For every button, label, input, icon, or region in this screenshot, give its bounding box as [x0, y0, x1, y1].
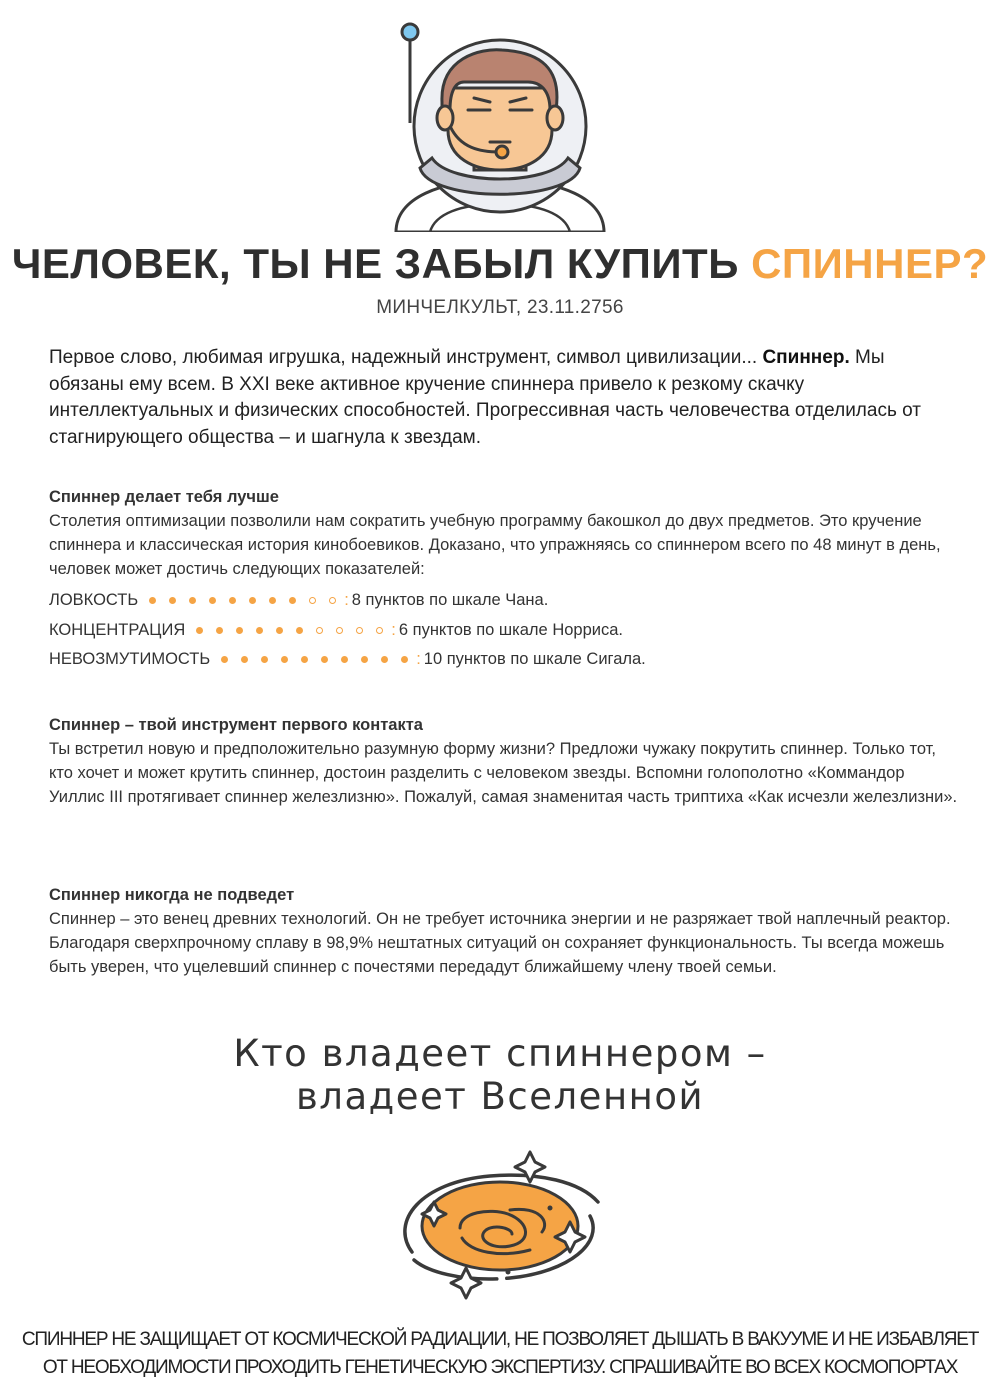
stat-rating [189, 627, 389, 634]
intro-rest: Мы обязаны ему всем. В XXI веке активное кручение спиннера привело к резкому скачку интеллектуальных и физических способностей. Прогрессивная часть человечества отделилась от стагнирующего общества – и шагнула к звездам. [49, 347, 921, 448]
rating-dot-empty [356, 627, 363, 634]
stat-label: КОНЦЕНТРАЦИЯ [49, 620, 186, 639]
slogan-line: владеет Вселенной [295, 1075, 705, 1118]
rating-dot-filled [301, 656, 308, 663]
disclaimer-line: ОТ НЕОБХОДИМОСТИ ПРОХОДИТЬ ГЕНЕТИЧЕСКУЮ ЭКСПЕРТИЗУ. СПРАШИВАЙТЕ ВО ВСЕХ КОСМОПОРТАХ [42, 1357, 958, 1378]
rating-dot-filled [209, 597, 216, 604]
rating-dot-filled [169, 597, 176, 604]
section-body: Ты встретил новую и предположительно разумную форму жизни? Предложи чужаку покрутить спиннер. Только тот, кто хочет и может крутить спиннер, достоин разделить с человеком звезды. Вспомни голополотно «Коммандор Уиллис III протягивает спиннер железлизню». Пожалуй, самая знаменитая часть триптиха «Как исчезли железлизни». [49, 740, 958, 806]
stat-label: НЕВОЗМУТИМОСТЬ [49, 650, 211, 669]
rating-dot-filled [249, 597, 256, 604]
section-body: Столетия оптимизации позволили нам сократить учебную программу бакошкол до двух предметов. Это кручение спиннера и классическая история кинобоевиков. Доказано, что упражняясь со спиннером всего по 48 минут в день, человек может достичь следующих показателей: [49, 512, 941, 578]
rating-dot-filled [281, 656, 288, 663]
byline: МИНЧЕЛКУЛЬТ, 23.11.2756 [376, 297, 624, 318]
stat-label: ЛОВКОСТЬ [49, 591, 139, 610]
intro-paragraph [49, 345, 954, 451]
stat-text: 10 пунктов по шкале Сигала. [423, 650, 646, 669]
rating-dot-empty [309, 597, 316, 604]
rating-dot-filled [261, 656, 268, 663]
rating-dot-filled [216, 627, 223, 634]
rating-dot-filled [296, 627, 303, 634]
astronaut-icon [390, 18, 610, 232]
rating-dot-filled [289, 597, 296, 604]
rating-dot-empty [316, 627, 323, 634]
rating-dot-filled [236, 627, 243, 634]
rating-dot-filled [276, 627, 283, 634]
rating-dot-empty [329, 597, 336, 604]
page-title-accent: СПИННЕР? [751, 240, 989, 287]
rating-dot-filled [221, 656, 228, 663]
stat-row [49, 616, 949, 646]
rating-dot-filled [341, 656, 348, 663]
rating-dot-filled [241, 656, 248, 663]
colon-icon: : [391, 620, 396, 639]
section-first-contact [49, 713, 959, 809]
rating-dot-empty [336, 627, 343, 634]
rating-dot-filled [321, 656, 328, 663]
rating-dot-filled [381, 656, 388, 663]
colon-icon: : [344, 591, 349, 610]
rating-dot-empty [376, 627, 383, 634]
stat-row [49, 645, 949, 675]
intro-lead: Первое слово, любимая игрушка, надежный инструмент, символ цивилизации... [49, 347, 758, 368]
intro-bold: Спиннер. [762, 347, 850, 368]
section-body: Спиннер – это венец древних технологий. Он не требует источника энергии и не разряжает твой наплечный реактор. Благодаря сверхпрочному сплаву в 98,9% нештатных ситуаций он сохраняет функциональность. Ты всегда можешь быть уверен, что уцелевший спиннер с почестями передадут ближайшему члену твоей семьи. [49, 910, 951, 976]
rating-dot-filled [196, 627, 203, 634]
rating-dot-filled [401, 656, 408, 663]
stat-rating [142, 597, 342, 604]
rating-dot-filled [189, 597, 196, 604]
colon-icon: : [416, 650, 421, 669]
disclaimer-line: СПИННЕР НЕ ЗАЩИЩАЕТ ОТ КОСМИЧЕСКОЙ РАДИАЦИИ, НЕ ПОЗВОЛЯЕТ ДЫШАТЬ В ВАКУУМЕ И НЕ ИЗБАВЛЯЕТ [21, 1329, 979, 1350]
rating-dot-filled [256, 627, 263, 634]
disclaimer [0, 1326, 1000, 1382]
page-title [0, 240, 1000, 288]
page-title-main: ЧЕЛОВЕК, ТЫ НЕ ЗАБЫЛ КУПИТЬ [11, 240, 739, 287]
section-better [49, 485, 959, 581]
stat-rating [214, 656, 414, 663]
stats-list [49, 586, 949, 675]
section-title: Спиннер делает тебя лучше [49, 488, 279, 506]
stat-text: 6 пунктов по шкале Норриса. [398, 620, 623, 639]
slogan-line: Кто владеет спиннером – [233, 1032, 767, 1075]
slogan [0, 1032, 1000, 1118]
galaxy-icon [390, 1142, 610, 1302]
rating-dot-filled [229, 597, 236, 604]
stat-row [49, 586, 949, 616]
rating-dot-filled [269, 597, 276, 604]
stat-text: 8 пунктов по шкале Чана. [351, 591, 549, 610]
section-title: Спиннер – твой инструмент первого контакта [49, 716, 423, 734]
section-title: Спиннер никогда не подведет [49, 886, 295, 904]
rating-dot-filled [361, 656, 368, 663]
section-reliable [49, 883, 959, 979]
rating-dot-filled [149, 597, 156, 604]
